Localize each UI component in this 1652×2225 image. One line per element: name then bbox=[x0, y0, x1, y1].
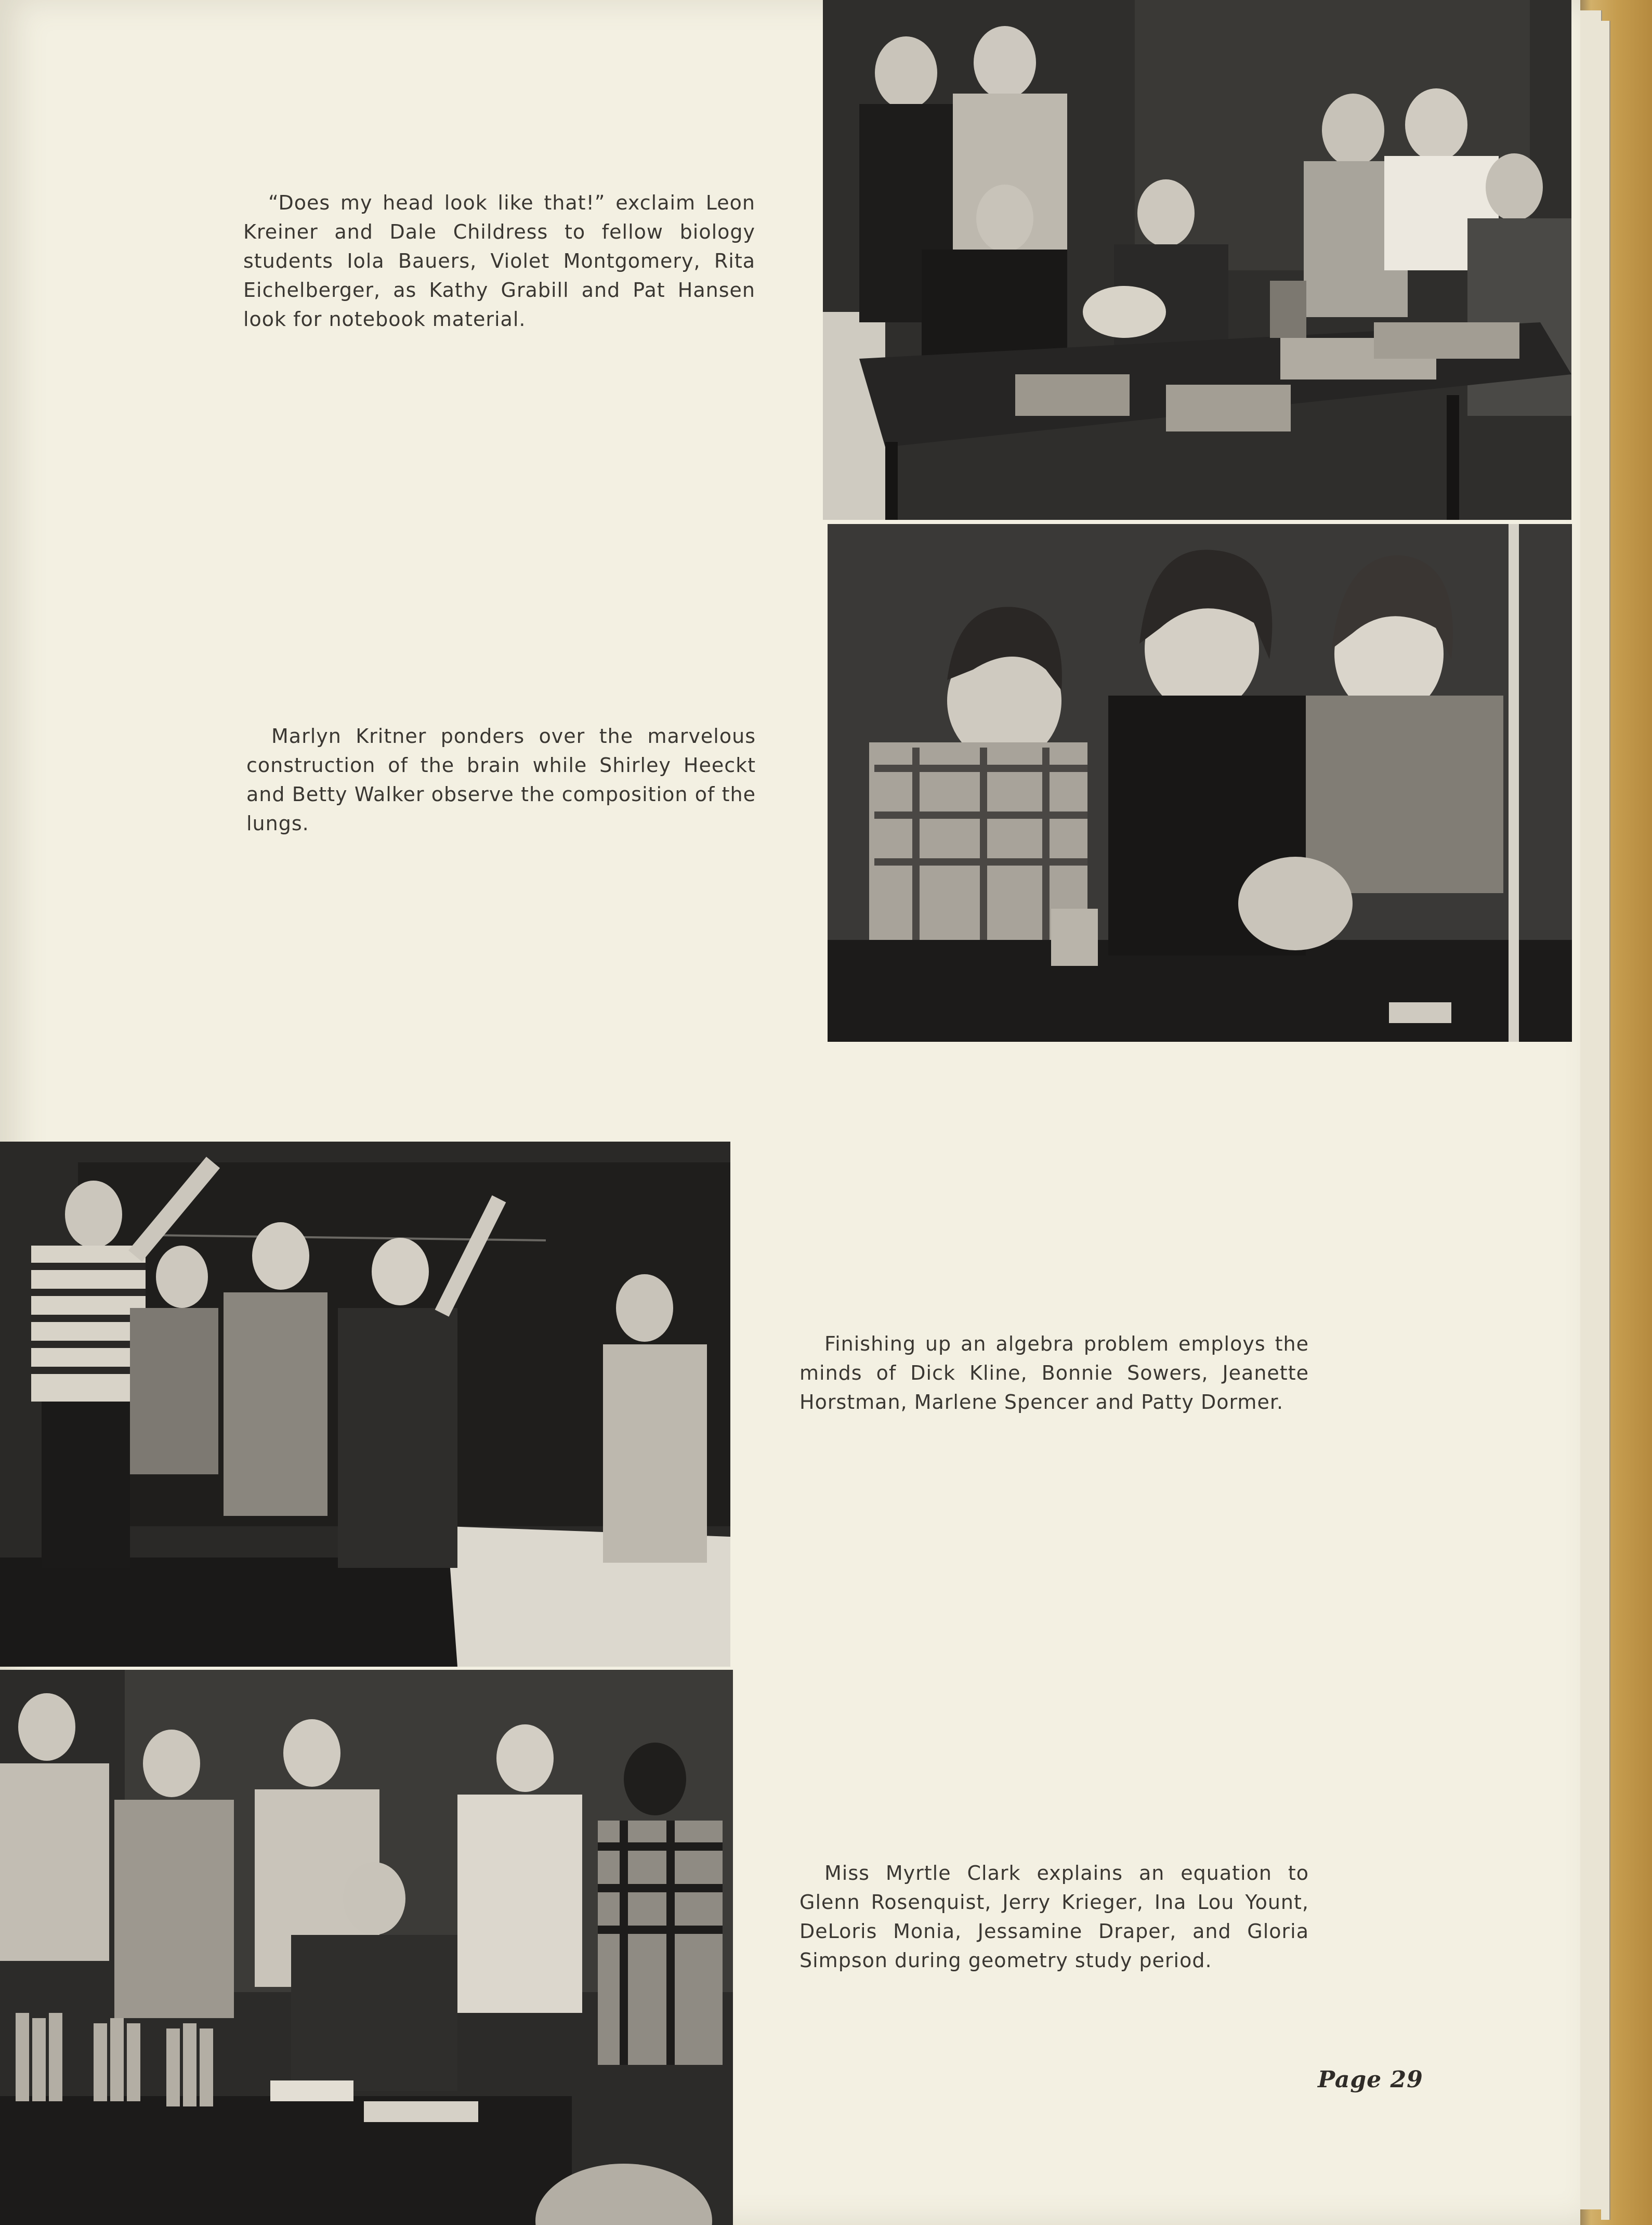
algebra-photo bbox=[0, 1142, 730, 1667]
page-number: Page 29 bbox=[1318, 2066, 1423, 2093]
geometry-photo bbox=[0, 1670, 733, 2225]
page-edges-inner bbox=[1601, 21, 1610, 2220]
biology-lab-caption: “Does my head look like that!” exclaim Leon Kreiner and Dale Childress to fellow biology students Iola Bauers, Violet Montgomery, Rita Eichelberger, as Kathy Grabill and Pat Hansen look for notebook material. bbox=[243, 191, 755, 331]
brain-lungs-photo bbox=[828, 524, 1572, 1042]
biology-lab-photo bbox=[823, 0, 1571, 520]
brain-lungs-caption: Marlyn Kritner ponders over the marvelous construction of the brain while Shirley Heeckt and Betty Walker observe the composition of the lungs. bbox=[246, 725, 756, 835]
geometry-caption: Miss Myrtle Clark explains an equation to Glenn Rosenquist, Jerry Krieger, Ina Lou Yount, DeLoris Monia, Jessamine Draper, and Gloria Simpson during geometry study period. bbox=[799, 1862, 1309, 1972]
algebra-caption: Finishing up an algebra problem employs the minds of Dick Kline, Bonnie Sowers, Jeanette Horstman, Marlene Spencer and Patty Dormer. bbox=[799, 1332, 1309, 1413]
page-edges bbox=[1580, 10, 1602, 2209]
